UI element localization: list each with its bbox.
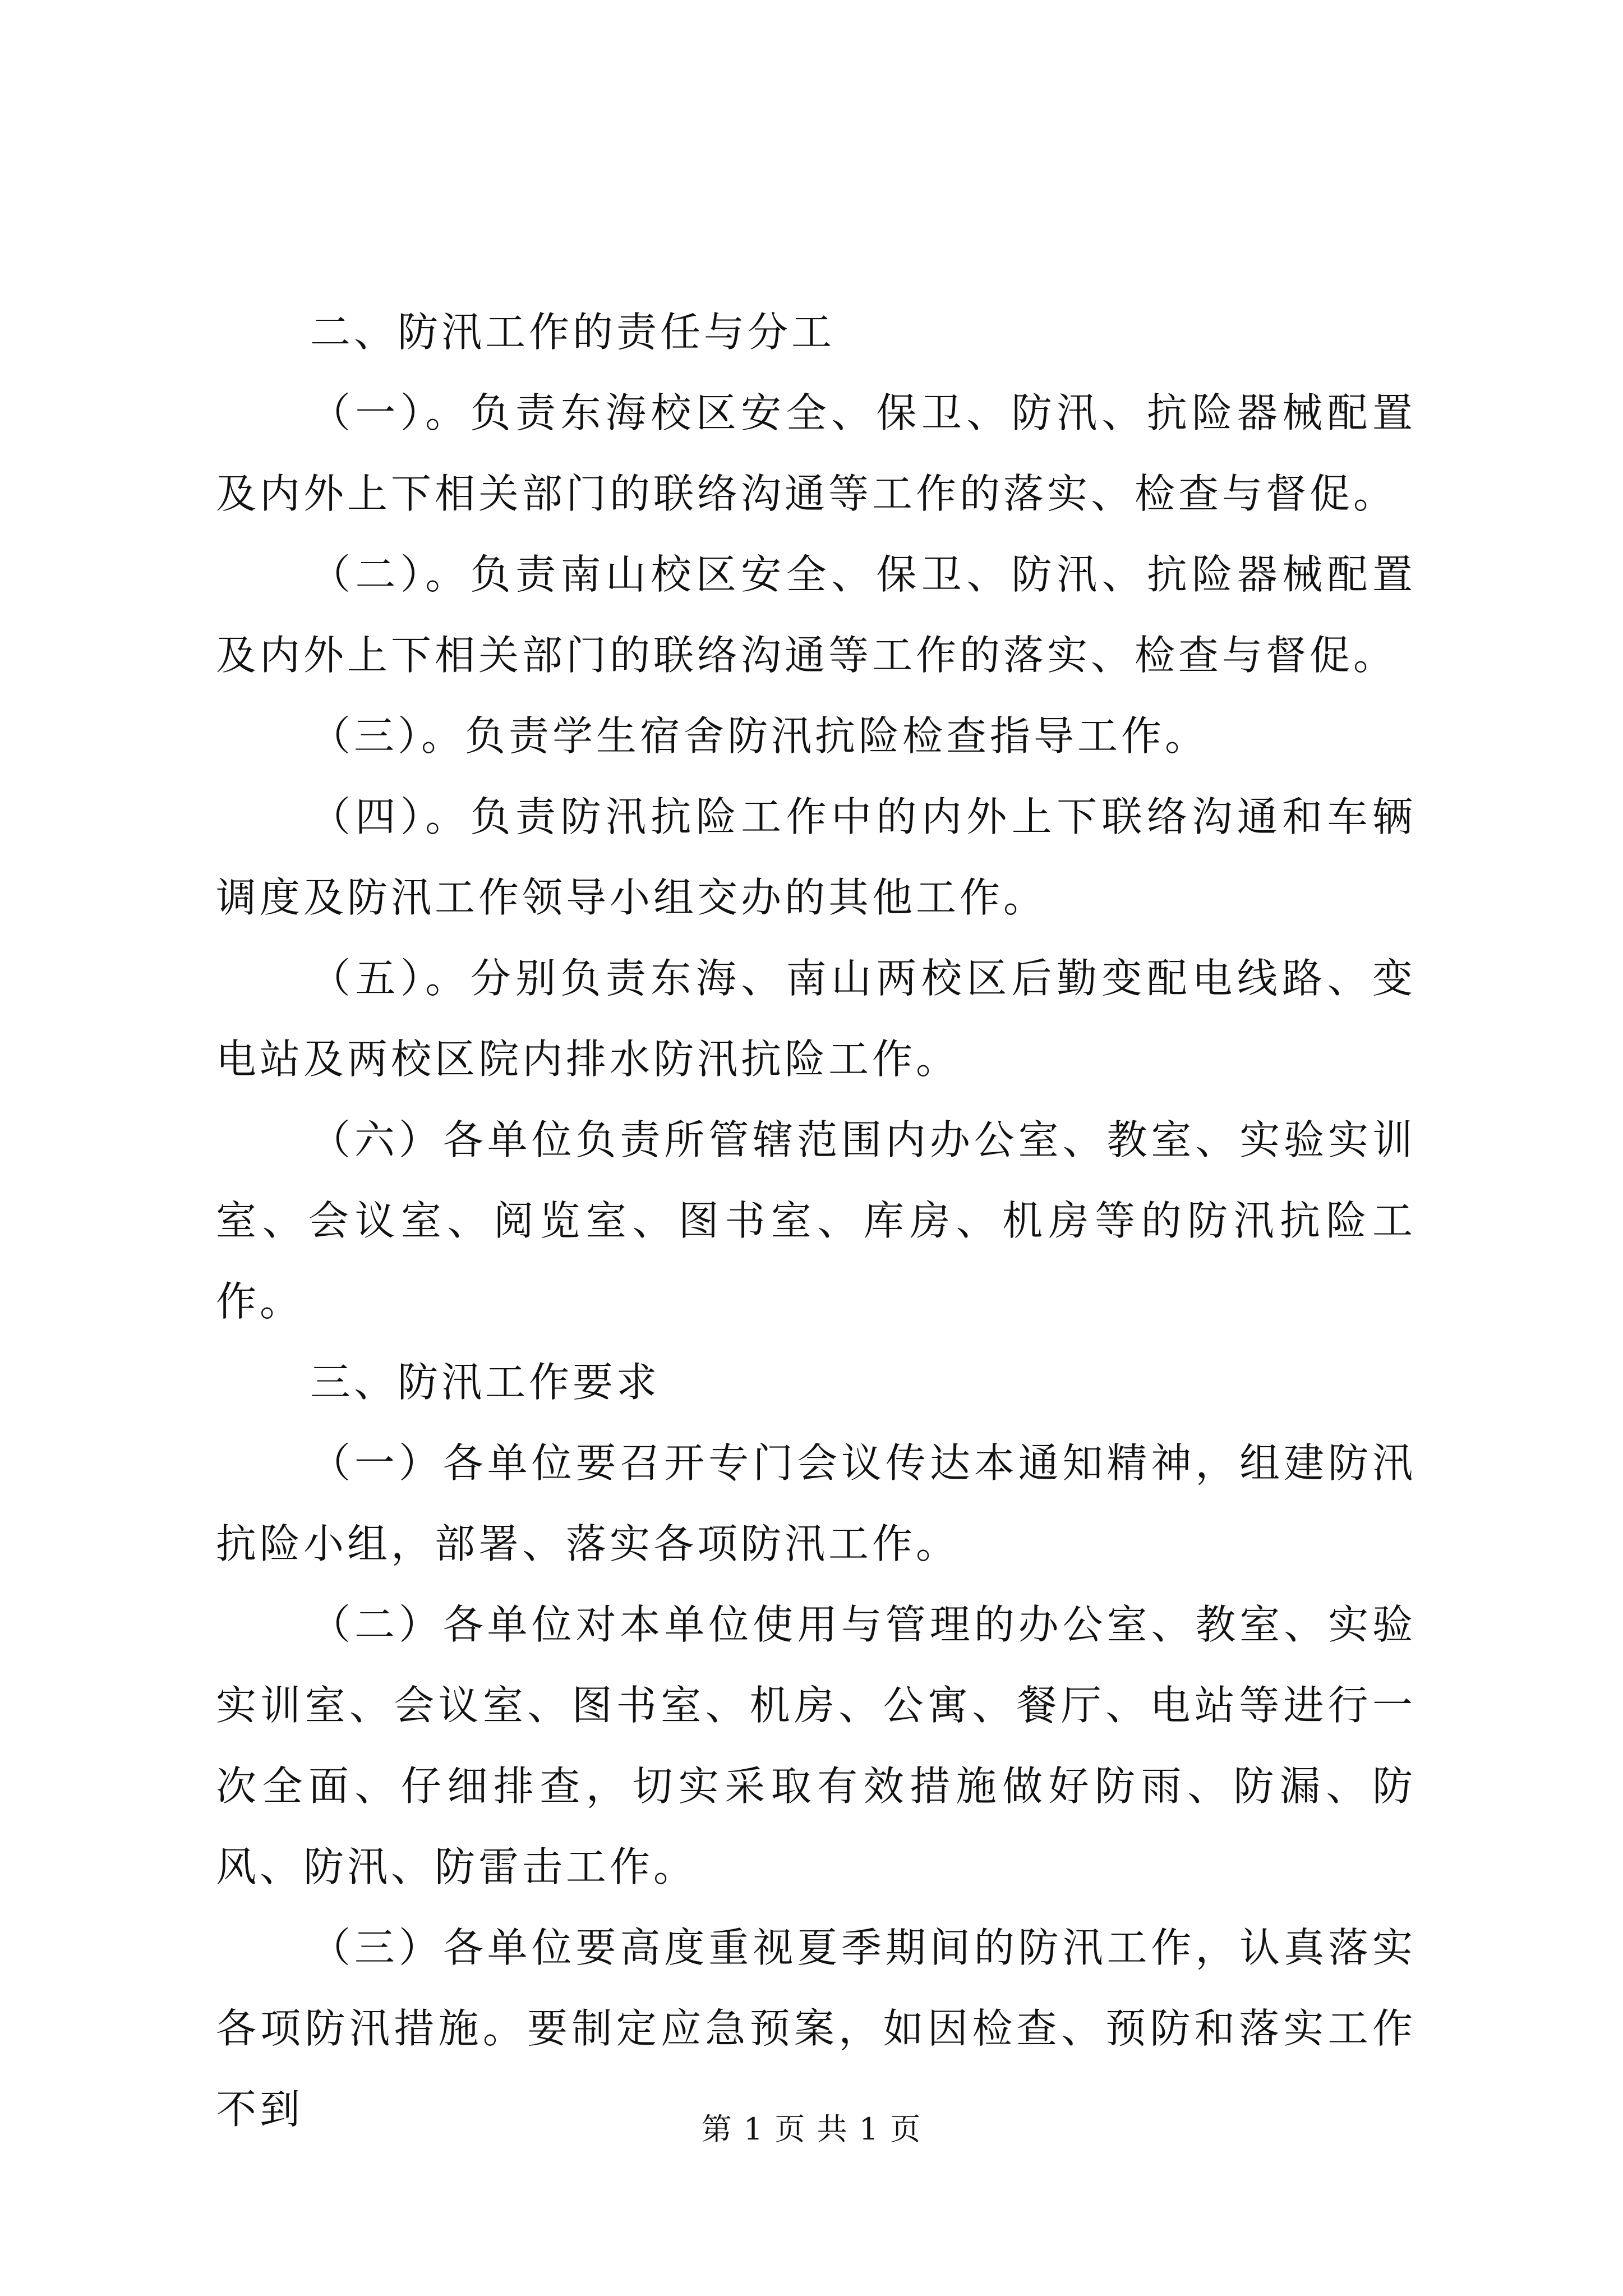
paragraph-requirement-3: （三）各单位要高度重视夏季期间的防汛工作，认真落实各项防汛措施。要制定应急预案，如因检查、预防和落实工作不到 — [216, 1924, 1416, 2133]
paragraph-item-4: （四）。负责防汛抗险工作中的内外上下联络沟通和车辆调度及防汛工作领导小组交办的其他工作。 — [216, 793, 1416, 921]
section-heading-responsibilities: 二、防汛工作的责任与分工 — [310, 309, 836, 356]
section-heading-requirements: 三、防汛工作要求 — [310, 1359, 661, 1406]
paragraph-item-3: （三）。负责学生宿舍防汛抗险检查指导工作。 — [310, 712, 1209, 760]
document-body — [216, 292, 1416, 2150]
paragraph-item-6: （六）各单位负责所管辖范围内办公室、教室、实验实训室、会议室、阅览室、图书室、库房、机房等的防汛抗险工作。 — [216, 1116, 1416, 1325]
page-footer: 第 1 页 共 1 页 — [701, 2111, 922, 2147]
paragraph-requirement-2: （二）各单位对本单位使用与管理的办公室、教室、实验实训室、会议室、图书室、机房、公寓、餐厅、电站等进行一次全面、仔细排查，切实采取有效措施做好防雨、防漏、防风、防汛、防雷击工作。 — [216, 1601, 1416, 1890]
paragraph-item-5: （五）。分别负责东海、南山两校区后勤变配电线路、变电站及两校区院内排水防汛抗险工作。 — [216, 955, 1416, 1083]
paragraph-item-2: （二）。负责南山校区安全、保卫、防汛、抗险器械配置及内外上下相关部门的联络沟通等工作的落实、检查与督促。 — [216, 551, 1416, 679]
paragraph-requirement-1: （一）各单位要召开专门会议传达本通知精神，组建防汛抗险小组，部署、落实各项防汛工作。 — [216, 1439, 1416, 1567]
paragraph-item-1: （一）。负责东海校区安全、保卫、防汛、抗险器械配置及内外上下相关部门的联络沟通等工作的落实、检查与督促。 — [216, 389, 1416, 517]
